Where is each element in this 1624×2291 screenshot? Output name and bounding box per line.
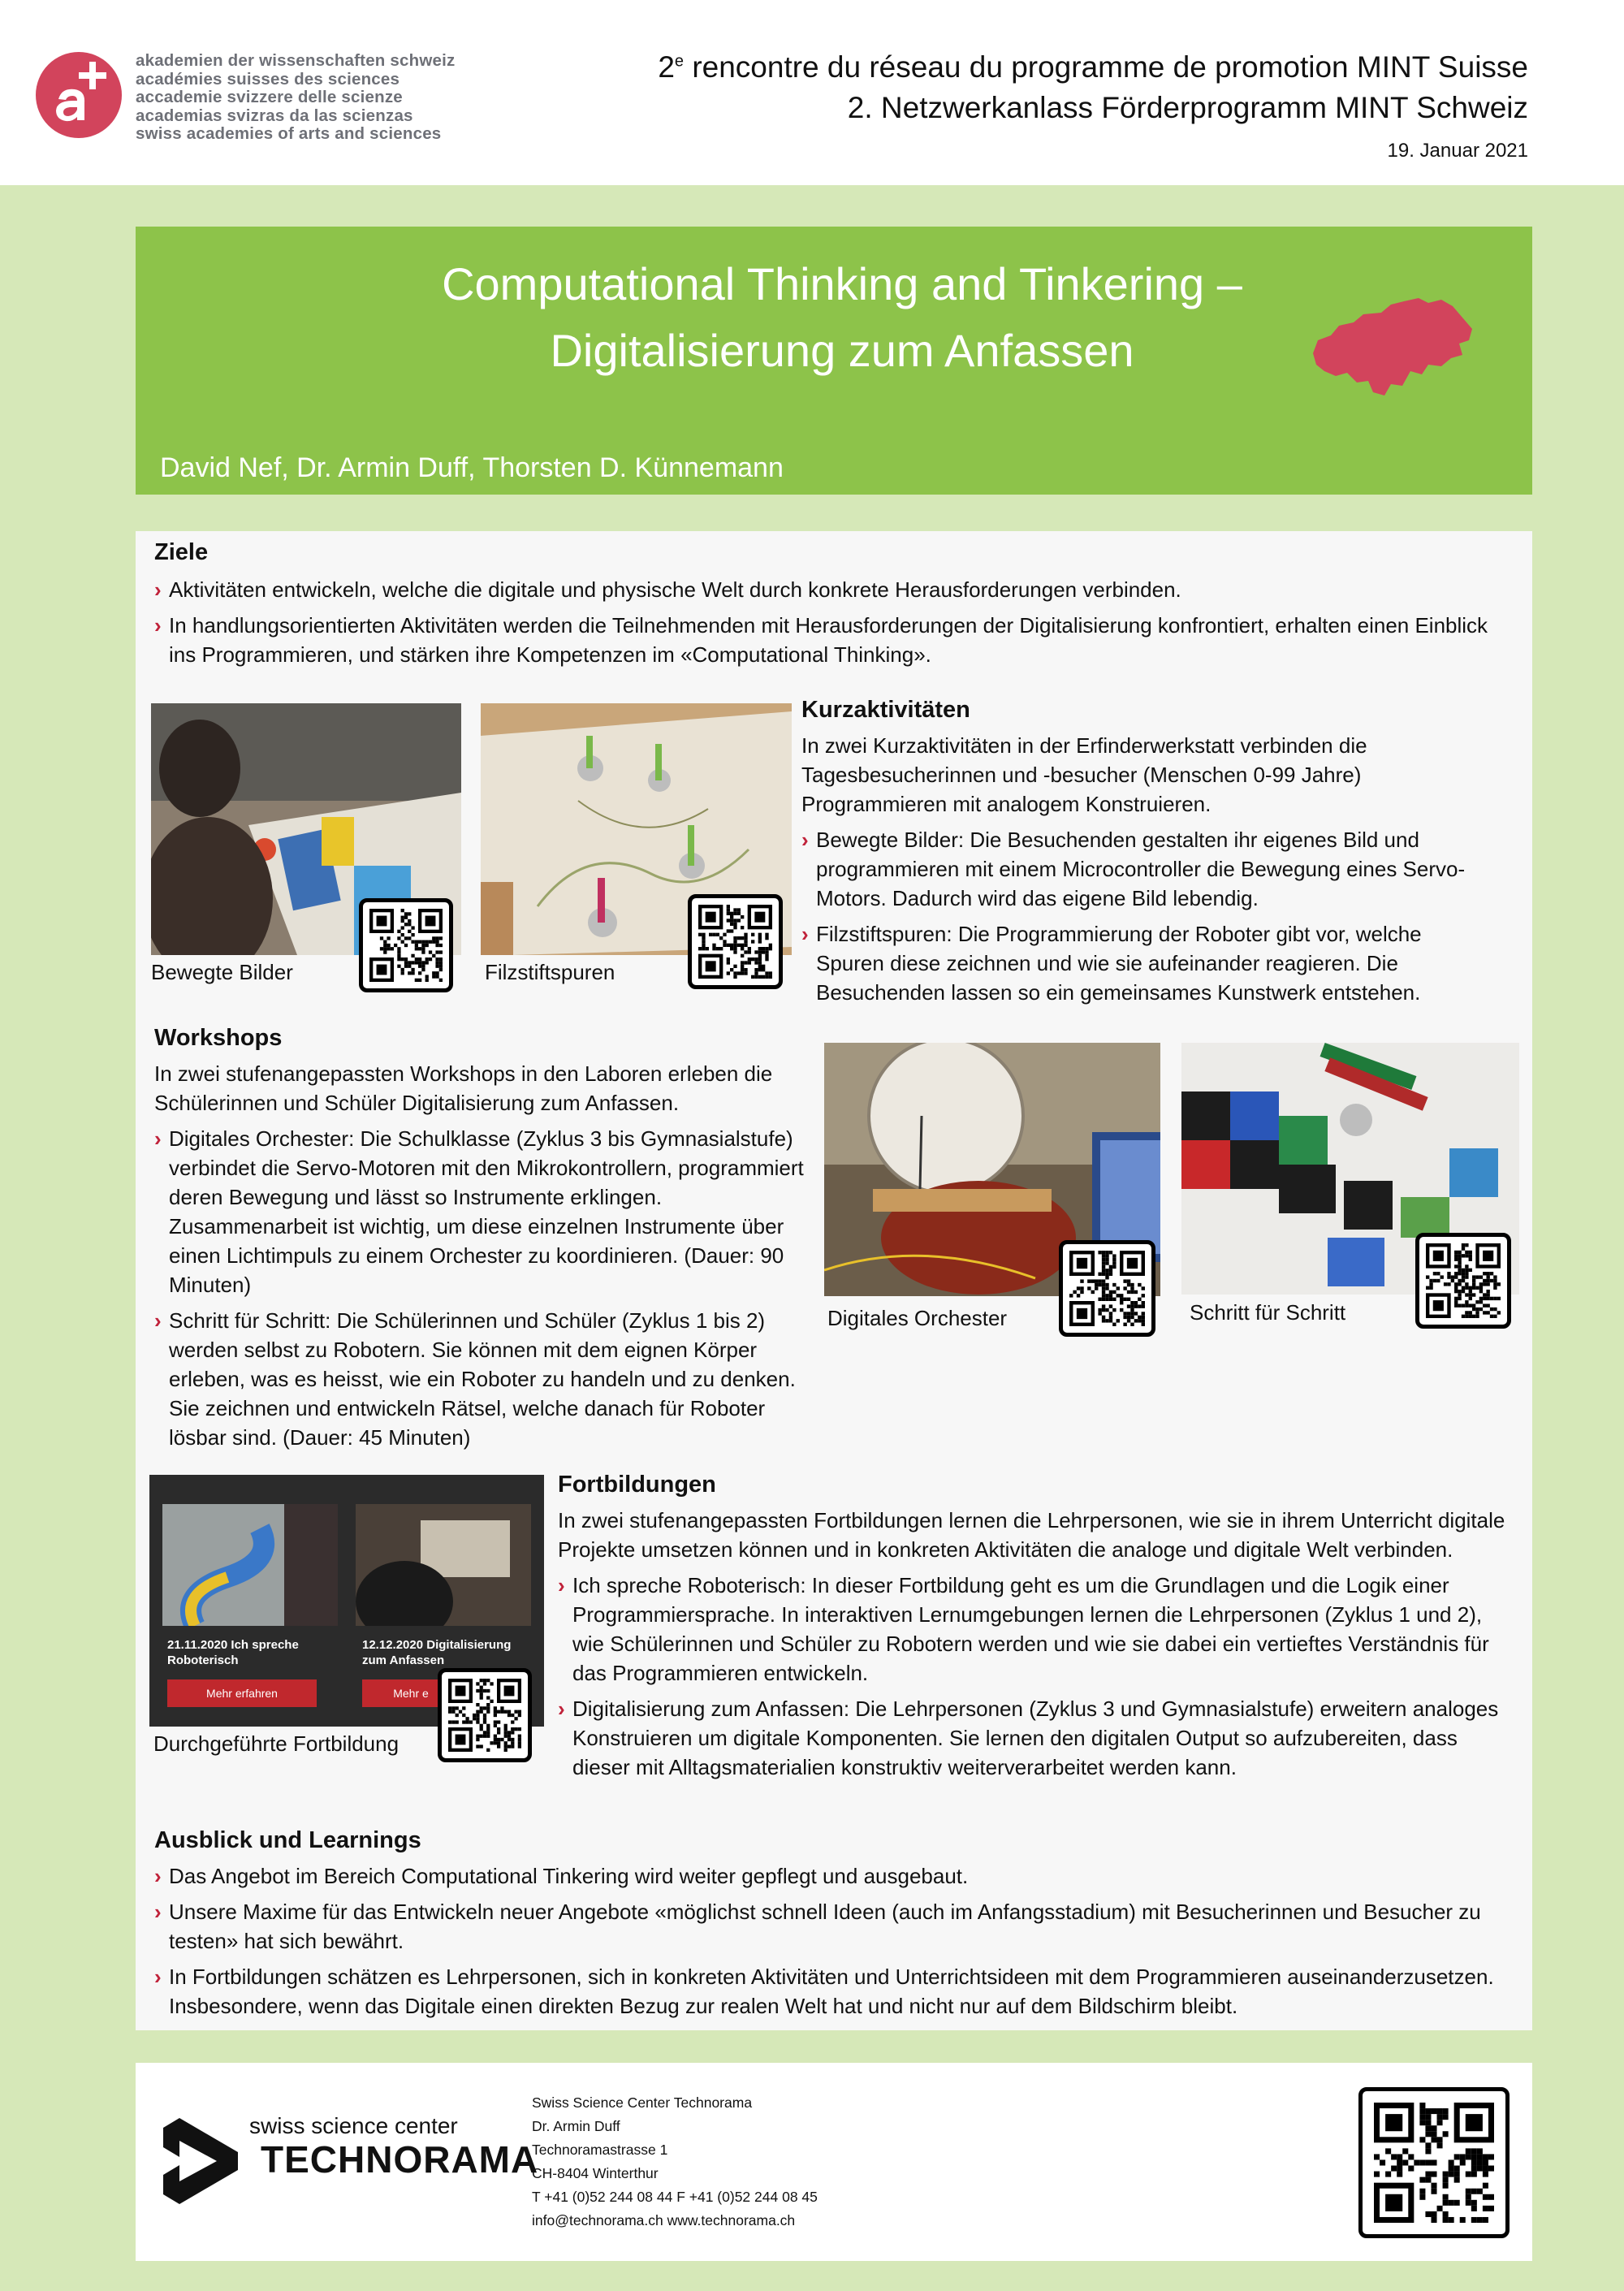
caption-durchgefuehrte-fortbildung: Durchgeführte Fortbildung: [153, 1731, 400, 1756]
event-card-title: 21.11.2020 Ich spreche Roboterisch: [167, 1638, 299, 1667]
contact-line: Technoramastrasse 1: [532, 2142, 668, 2158]
caption-digitales-orchester: Digitales Orchester: [827, 1306, 1008, 1330]
list-item: › Ich spreche Roboterisch: In dieser Fortbildung geht es um die Grundlagen und die Logik einer Programmiersprache. In interaktiven Lernumgebungen lernen die Lehrpersonen (Zyklus 1 und 2), wie Schülerinnen und Schüler zu Robotern werden und wie sie dabei ein vertieftes Verständnis für das Programmieren entwickeln.: [558, 1571, 1516, 1688]
event-title-fr: [658, 50, 1528, 84]
academies-logo-icon: [36, 52, 122, 138]
contact-line: Dr. Armin Duff: [532, 2118, 620, 2134]
side-credit-mark: [1535, 266, 1539, 318]
event-card-image: [356, 1504, 531, 1626]
title-band: [136, 227, 1532, 495]
list-item: › Digitales Orchester: Die Schulklasse (Zyklus 3 bis Gymnasialstufe) verbindet die Servo-Motoren mit den Mikrokontrollern, programmiert deren Bewegung und lässt so Instrumente erklingen. Zusammenarbeit ist wichtig, um diese einzelnen Instrumente über einen Lichtimpuls zu einem Orchester zu koordinieren. (Dauer: 90 Minuten): [154, 1124, 810, 1299]
list-item: › Digitalisierung zum Anfassen: Die Lehrpersonen (Zyklus 3 und Gymnasialstufe) erweitern analoges Konstruieren um digitale Komponenten. Sie lernen den digitalen Output so aufzubereiten, dass dieser mit Alltagsmaterialien konstruktiv weiterverarbeitet werden kann.: [558, 1694, 1516, 1782]
academies-name-line: academias svizras da las scienzas: [136, 106, 413, 125]
content-panel: [136, 531, 1532, 2030]
event-title-fr-sup: e: [674, 52, 685, 71]
header: [0, 0, 1624, 185]
poster-title-line: Digitalisierung zum Anfassen: [550, 325, 1134, 376]
caption-schritt-fuer-schritt: Schritt für Schritt: [1190, 1300, 1346, 1325]
list-item: › Das Angebot im Bereich Computational Tinkering wird weiter gepflegt und ausgebaut.: [154, 1861, 1527, 1891]
list-item: › Unsere Maxime für das Entwickeln neuer Angebote «möglichst schnell Ideen (auch im Anfangsstadium) mit Besucherinnen und Besucher zu testen» hat sich bewährt.: [154, 1897, 1527, 1956]
academies-name-line: académies suisses des sciences: [136, 69, 400, 89]
list-item: › Aktivitäten entwickeln, welche die digitale und physische Welt durch konkrete Herausforderungen verbinden.: [154, 575, 1518, 604]
contact-block: [532, 2091, 818, 2233]
qr-code-icon[interactable]: [688, 894, 783, 989]
academies-name-line: swiss academies of arts and sciences: [136, 124, 442, 143]
kurzaktivitaeten-body: [801, 731, 1467, 1007]
caption-filzstiftspuren: Filzstiftspuren: [485, 960, 615, 984]
list-item: › Bewegte Bilder: Die Besuchenden gestalten ihr eigenes Bild und programmieren mit einem Microcontroller die Bewegung eines Servo-Motors. Dadurch wird das eigene Bild lebendig.: [801, 825, 1467, 913]
technorama-logo-big: TECHNORAMA: [261, 2138, 539, 2181]
more-info-button[interactable]: Mehr erfahren: [167, 1679, 317, 1707]
qr-code-icon[interactable]: [438, 1668, 532, 1762]
section-heading-kurzaktivitaeten: Kurzaktivitäten: [801, 697, 970, 723]
qr-code-icon[interactable]: [359, 898, 453, 992]
switzerland-map-icon: [1307, 290, 1477, 405]
contact-line: Swiss Science Center Technorama: [532, 2094, 753, 2111]
list-item: › In Fortbildungen schätzen es Lehrpersonen, sich in konkreten Aktivitäten und Unterrichtsideen mit dem Programmieren auseinanderzusetzen. Insbesondere, wenn das Digitale einen direkten Bezug zur realen Welt hat und nicht nur auf dem Bildschirm bleibt.: [154, 1962, 1527, 2021]
event-card-title: 12.12.2020 Digitalisierung zum Anfassen: [362, 1638, 512, 1667]
contact-line[interactable]: info@technorama.ch www.technorama.ch: [532, 2212, 796, 2228]
section-heading-ziele: Ziele: [154, 539, 209, 565]
list-item: › Schritt für Schritt: Die Schülerinnen und Schüler (Zyklus 1 bis 2) werden selbst zu Robotern. Sie können mit dem eignen Körper erleben, was es heisst, wie ein Roboter zu handeln und zu denken. Sie zeichnen und entwickeln Rätsel, welche danach für Roboter lösbar sind. (Dauer: 45 Minuten): [154, 1306, 810, 1452]
qr-code-icon[interactable]: [1358, 2087, 1510, 2238]
event-title-fr-text: rencontre du réseau du programme de promotion MINT Suisse: [684, 50, 1528, 84]
section-heading-workshops: Workshops: [154, 1025, 283, 1051]
technorama-logo-icon: [163, 2118, 244, 2204]
qr-code-icon[interactable]: [1059, 1240, 1155, 1337]
workshops-body: [154, 1059, 810, 1452]
list-item: › Filzstiftspuren: Die Programmierung der Roboter gibt vor, welche Spuren diese zeichnen und wie sie aufeinander reagieren. Die Besuchenden lassen so ein gemeinsames Kunstwerk entstehen.: [801, 919, 1467, 1007]
ziele-list: [154, 575, 1518, 669]
authors: David Nef, Dr. Armin Duff, Thorsten D. Künnemann: [160, 452, 784, 483]
paragraph: In zwei Kurzaktivitäten in der Erfinderwerkstatt verbinden die Tagesbesucherinnen und -besucher (Menschen 0-99 Jahre) Programmieren mit analogem Konstruieren.: [801, 733, 1367, 816]
section-heading-fortbildungen: Fortbildungen: [558, 1472, 716, 1498]
technorama-logo-small: swiss science center: [249, 2113, 458, 2138]
event-date: 19. Januar 2021: [1387, 140, 1528, 162]
qr-code-icon[interactable]: [1415, 1233, 1511, 1329]
fortbildungen-body: [558, 1506, 1516, 1782]
paragraph: In zwei stufenangepassten Fortbildungen lernen die Lehrpersonen, wie sie in ihrem Unterricht digitale Projekte umsetzen können und in konkreten Aktivitäten die analoge und digitale Welt verbinden.: [558, 1508, 1505, 1562]
event-card-image: [162, 1504, 338, 1626]
contact-line: CH-8404 Winterthur: [532, 2165, 659, 2181]
academies-name-line: accademie svizzere delle scienze: [136, 88, 403, 106]
more-info-button[interactable]: Mehr e: [362, 1679, 460, 1707]
academies-name-line: akademien der wissenschaften schweiz: [136, 51, 456, 70]
poster-title-line: Computational Thinking and Tinkering –: [442, 258, 1242, 309]
event-title-fr-number: 2: [658, 50, 675, 84]
ausblick-list: [154, 1861, 1527, 2021]
caption-bewegte-bilder: Bewegte Bilder: [151, 960, 293, 984]
footer: [136, 2063, 1532, 2261]
academies-name-block: [136, 52, 455, 144]
event-title-de: 2. Netzwerkanlass Förderprogramm MINT Schweiz: [847, 91, 1528, 124]
list-item: › In handlungsorientierten Aktivitäten werden die Teilnehmenden mit Herausforderungen der Digitalisierung konfrontiert, erhalten einen Einblick ins Programmieren, und stärken ihre Kompetenzen im «Computational Thinking».: [154, 611, 1518, 669]
section-heading-ausblick: Ausblick und Learnings: [154, 1827, 421, 1853]
contact-line: T +41 (0)52 244 08 44 F +41 (0)52 244 08 45: [532, 2189, 818, 2205]
paragraph: In zwei stufenangepassten Workshops in den Laboren erleben die Schülerinnen und Schüler Digitalisierung zum Anfassen.: [154, 1061, 773, 1115]
